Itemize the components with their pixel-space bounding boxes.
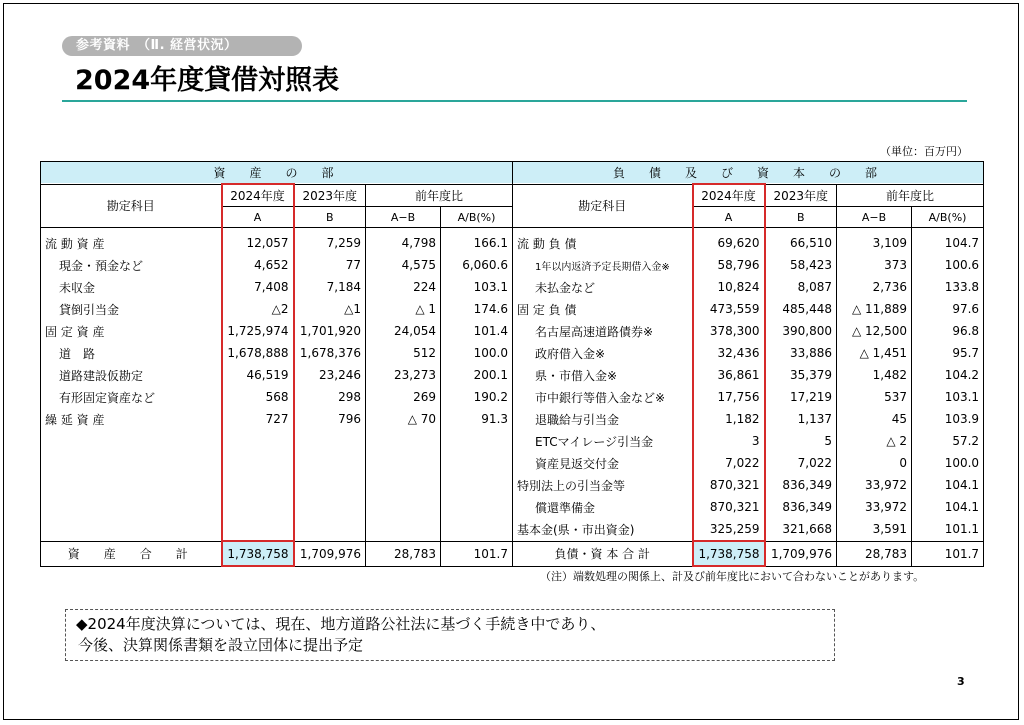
liability-account-name: ETCマイレージ引当金 xyxy=(513,430,693,452)
asset-account-name: 有形固定資産など xyxy=(41,386,222,408)
table-row xyxy=(41,430,984,452)
asset-value-2024: 1,725,974 xyxy=(222,320,294,342)
asset-value-pct xyxy=(441,496,513,518)
asset-value-diff: △ 1 xyxy=(366,298,441,320)
liability-value-2024: 870,321 xyxy=(693,474,765,496)
liability-value-diff: 373 xyxy=(837,254,912,276)
asset-account-name xyxy=(41,474,222,496)
title-underline xyxy=(62,100,967,102)
asset-account-name xyxy=(41,452,222,474)
asset-value-pct: 6,060.6 xyxy=(441,254,513,276)
asset-value-diff xyxy=(366,496,441,518)
liability-account-name: 基本金(県・市出資金) xyxy=(513,518,693,541)
liability-value-diff: 33,972 xyxy=(837,496,912,518)
asset-value-pct: 166.1 xyxy=(441,228,513,255)
liability-account-name: 資産見返交付金 xyxy=(513,452,693,474)
asset-account-name: 道路建設仮勘定 xyxy=(41,364,222,386)
page-title: 2024年度貸借対照表 xyxy=(75,65,340,96)
liability-value-diff: △ 11,889 xyxy=(837,298,912,320)
column-header-row xyxy=(41,184,984,207)
liability-value-pct: 100.0 xyxy=(912,452,984,474)
asset-value-pct xyxy=(441,474,513,496)
liability-value-pct: 95.7 xyxy=(912,342,984,364)
liability-value-2024: 10,824 xyxy=(693,276,765,298)
asset-account-name: 繰 延 資 産 xyxy=(41,408,222,430)
liability-account-name: 流 動 負 債 xyxy=(513,228,693,255)
asset-value-pct: 103.1 xyxy=(441,276,513,298)
table-row xyxy=(41,452,984,474)
table-row xyxy=(41,518,984,541)
asset-value-2024: 7,408 xyxy=(222,276,294,298)
liability-value-2023: 321,668 xyxy=(765,518,837,541)
total-a-right: 1,738,758 xyxy=(693,541,765,566)
liability-value-diff: 2,736 xyxy=(837,276,912,298)
sub-a-right: A xyxy=(693,207,765,228)
liability-value-2023: 1,137 xyxy=(765,408,837,430)
liability-value-pct: 103.1 xyxy=(912,386,984,408)
asset-value-2023: 1,701,920 xyxy=(294,320,366,342)
asset-value-2024: 4,652 xyxy=(222,254,294,276)
liability-value-pct: 133.8 xyxy=(912,276,984,298)
asset-value-2024: 568 xyxy=(222,386,294,408)
asset-value-diff: 269 xyxy=(366,386,441,408)
asset-value-diff xyxy=(366,430,441,452)
asset-value-2024: △2 xyxy=(222,298,294,320)
total-pct-left: 101.7 xyxy=(441,541,513,566)
liability-value-diff: △ 1,451 xyxy=(837,342,912,364)
notice-line-1: ◆2024年度決算については、現在、地方道路公社法に基づく手続き中であり、 xyxy=(76,615,606,633)
asset-value-diff: 23,273 xyxy=(366,364,441,386)
asset-value-diff: 512 xyxy=(366,342,441,364)
asset-value-diff: 4,798 xyxy=(366,228,441,255)
col-2024-left: 2024年度 xyxy=(222,184,294,207)
liability-value-2023: 485,448 xyxy=(765,298,837,320)
asset-value-diff xyxy=(366,452,441,474)
liability-value-diff: △ 2 xyxy=(837,430,912,452)
liability-value-2023: 66,510 xyxy=(765,228,837,255)
liability-account-name: 県・市借入金※ xyxy=(513,364,693,386)
page-number: 3 xyxy=(957,675,965,688)
asset-value-2024 xyxy=(222,474,294,496)
total-b-left: 1,709,976 xyxy=(294,541,366,566)
total-b-right: 1,709,976 xyxy=(765,541,837,566)
col-ratio-right: 前年度比 xyxy=(837,184,984,207)
liability-value-pct: 104.1 xyxy=(912,474,984,496)
table-row xyxy=(41,474,984,496)
asset-value-pct xyxy=(441,452,513,474)
account-label-right: 勘定科目 xyxy=(513,184,693,228)
liability-value-2024: 17,756 xyxy=(693,386,765,408)
asset-value-diff: 4,575 xyxy=(366,254,441,276)
asset-value-2023: 7,259 xyxy=(294,228,366,255)
liability-value-pct: 100.6 xyxy=(912,254,984,276)
footnote: （注）端数処理の関係上、計及び前年度比において合わないことがあります。 xyxy=(540,570,925,583)
table-row xyxy=(41,408,984,430)
table-row xyxy=(41,298,984,320)
sub-a-left: A xyxy=(222,207,294,228)
total-diff-right: 28,783 xyxy=(837,541,912,566)
liability-value-2024: 1,182 xyxy=(693,408,765,430)
table-row xyxy=(41,228,984,255)
liability-value-2024: 58,796 xyxy=(693,254,765,276)
total-label-left: 資 産 合 計 xyxy=(41,541,222,566)
liability-value-2024: 32,436 xyxy=(693,342,765,364)
asset-account-name xyxy=(41,496,222,518)
liability-value-pct: 104.7 xyxy=(912,228,984,255)
liability-value-pct: 57.2 xyxy=(912,430,984,452)
total-a-left: 1,738,758 xyxy=(222,541,294,566)
liability-value-2024: 69,620 xyxy=(693,228,765,255)
liability-value-diff: 45 xyxy=(837,408,912,430)
sub-pct-left: A/B(%) xyxy=(441,207,513,228)
liability-account-name: 退職給与引当金 xyxy=(513,408,693,430)
liability-value-2023: 390,800 xyxy=(765,320,837,342)
asset-account-name: 固 定 資 産 xyxy=(41,320,222,342)
liability-value-pct: 96.8 xyxy=(912,320,984,342)
sub-diff-right: A−B xyxy=(837,207,912,228)
table-row xyxy=(41,364,984,386)
liability-value-diff: 1,482 xyxy=(837,364,912,386)
liability-value-2023: 836,349 xyxy=(765,474,837,496)
liability-value-diff: 33,972 xyxy=(837,474,912,496)
notice-box xyxy=(65,609,835,661)
liability-value-2024: 3 xyxy=(693,430,765,452)
liability-value-pct: 103.9 xyxy=(912,408,984,430)
asset-value-pct: 190.2 xyxy=(441,386,513,408)
asset-value-2023 xyxy=(294,430,366,452)
assets-header: 資 産 の 部 xyxy=(41,162,513,185)
liability-value-2024: 378,300 xyxy=(693,320,765,342)
liability-value-pct: 101.1 xyxy=(912,518,984,541)
asset-value-diff xyxy=(366,474,441,496)
asset-account-name: 未収金 xyxy=(41,276,222,298)
liability-account-name: 政府借入金※ xyxy=(513,342,693,364)
liability-value-2024: 36,861 xyxy=(693,364,765,386)
table-row xyxy=(41,276,984,298)
liability-value-pct: 97.6 xyxy=(912,298,984,320)
col-2024-right: 2024年度 xyxy=(693,184,765,207)
liability-account-name: 名古屋高速道路債券※ xyxy=(513,320,693,342)
asset-value-2023: 1,678,376 xyxy=(294,342,366,364)
asset-value-diff xyxy=(366,518,441,541)
asset-value-2024: 1,678,888 xyxy=(222,342,294,364)
liability-account-name: 1年以内返済予定長期借入金※ xyxy=(513,254,693,276)
sub-b-left: B xyxy=(294,207,366,228)
asset-value-2023 xyxy=(294,518,366,541)
asset-value-2023: 23,246 xyxy=(294,364,366,386)
liability-value-pct: 104.1 xyxy=(912,496,984,518)
liability-value-diff: 0 xyxy=(837,452,912,474)
unit-label: （単位：百万円） xyxy=(880,145,968,158)
liability-account-name: 未払金など xyxy=(513,276,693,298)
liability-value-diff: △ 12,500 xyxy=(837,320,912,342)
liability-value-2024: 7,022 xyxy=(693,452,765,474)
liability-value-2023: 17,219 xyxy=(765,386,837,408)
sub-diff-left: A−B xyxy=(366,207,441,228)
asset-value-2023 xyxy=(294,452,366,474)
account-label-left: 勘定科目 xyxy=(41,184,222,228)
section-badge: 参考資料 （Ⅱ. 経営状況） xyxy=(62,36,302,56)
liability-value-diff: 3,109 xyxy=(837,228,912,255)
asset-account-name: 貸倒引当金 xyxy=(41,298,222,320)
total-pct-right: 101.7 xyxy=(912,541,984,566)
asset-account-name: 現金・預金など xyxy=(41,254,222,276)
asset-account-name xyxy=(41,430,222,452)
liability-value-2024: 473,559 xyxy=(693,298,765,320)
col-ratio-left: 前年度比 xyxy=(366,184,513,207)
asset-value-pct: 100.0 xyxy=(441,342,513,364)
asset-value-2024 xyxy=(222,518,294,541)
liability-value-pct: 104.2 xyxy=(912,364,984,386)
col-2023-left: 2023年度 xyxy=(294,184,366,207)
asset-value-2024 xyxy=(222,452,294,474)
liability-value-2024: 325,259 xyxy=(693,518,765,541)
liabilities-header: 負 債 及 び 資 本 の 部 xyxy=(513,162,984,185)
asset-value-pct: 101.4 xyxy=(441,320,513,342)
asset-value-pct: 200.1 xyxy=(441,364,513,386)
sub-b-right: B xyxy=(765,207,837,228)
liability-account-name: 固 定 負 債 xyxy=(513,298,693,320)
section-header-row xyxy=(41,162,984,185)
liability-value-2023: 7,022 xyxy=(765,452,837,474)
asset-value-2024: 46,519 xyxy=(222,364,294,386)
table-row xyxy=(41,320,984,342)
liability-value-diff: 3,591 xyxy=(837,518,912,541)
asset-account-name: 道 路 xyxy=(41,342,222,364)
liability-value-2023: 58,423 xyxy=(765,254,837,276)
table-row xyxy=(41,342,984,364)
asset-value-2024 xyxy=(222,496,294,518)
table-row xyxy=(41,496,984,518)
asset-value-2023: 298 xyxy=(294,386,366,408)
asset-value-2024: 727 xyxy=(222,408,294,430)
asset-value-pct: 174.6 xyxy=(441,298,513,320)
liability-value-2023: 35,379 xyxy=(765,364,837,386)
asset-value-2024 xyxy=(222,430,294,452)
asset-account-name xyxy=(41,518,222,541)
liability-value-2023: 5 xyxy=(765,430,837,452)
asset-value-2023: △1 xyxy=(294,298,366,320)
col-2023-right: 2023年度 xyxy=(765,184,837,207)
liability-value-2023: 8,087 xyxy=(765,276,837,298)
asset-value-pct xyxy=(441,518,513,541)
balance-sheet-table xyxy=(40,161,984,567)
total-label-right: 負債・資 本 合 計 xyxy=(513,541,693,566)
liability-value-2024: 870,321 xyxy=(693,496,765,518)
asset-account-name: 流 動 資 産 xyxy=(41,228,222,255)
liability-account-name: 償還準備金 xyxy=(513,496,693,518)
notice-line-2: 今後、決算関係書類を設立団体に提出予定 xyxy=(78,636,364,654)
asset-value-2023: 796 xyxy=(294,408,366,430)
asset-value-pct: 91.3 xyxy=(441,408,513,430)
asset-value-2023: 7,184 xyxy=(294,276,366,298)
table-row xyxy=(41,386,984,408)
asset-value-2023 xyxy=(294,496,366,518)
liability-value-2023: 836,349 xyxy=(765,496,837,518)
sub-pct-right: A/B(%) xyxy=(912,207,984,228)
asset-value-pct xyxy=(441,430,513,452)
liability-value-diff: 537 xyxy=(837,386,912,408)
liability-account-name: 特別法上の引当金等 xyxy=(513,474,693,496)
total-diff-left: 28,783 xyxy=(366,541,441,566)
liability-account-name: 市中銀行等借入金など※ xyxy=(513,386,693,408)
asset-value-diff: 24,054 xyxy=(366,320,441,342)
table-row xyxy=(41,254,984,276)
total-row xyxy=(41,541,984,566)
asset-value-2023 xyxy=(294,474,366,496)
asset-value-diff: △ 70 xyxy=(366,408,441,430)
asset-value-2023: 77 xyxy=(294,254,366,276)
asset-value-diff: 224 xyxy=(366,276,441,298)
liability-value-2023: 33,886 xyxy=(765,342,837,364)
asset-value-2024: 12,057 xyxy=(222,228,294,255)
